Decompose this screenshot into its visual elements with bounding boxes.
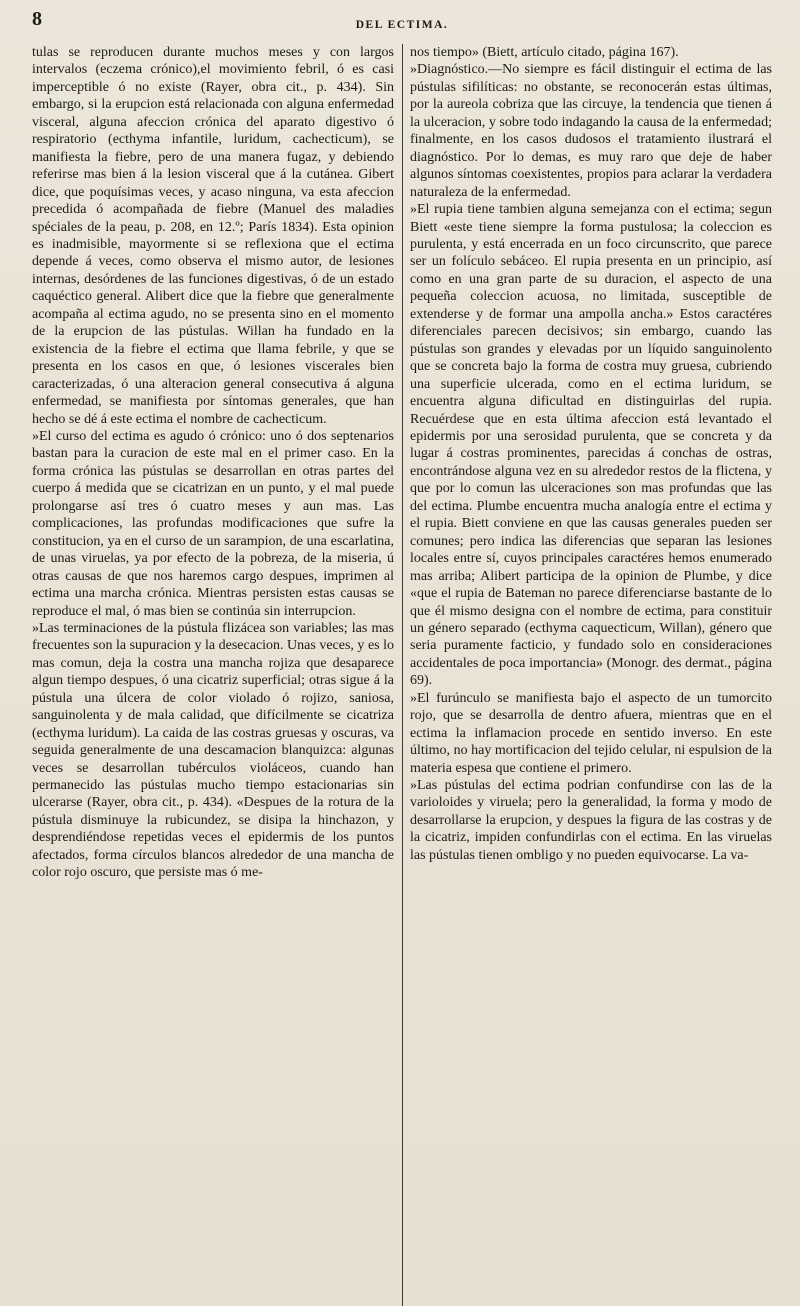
text-columns	[32, 44, 772, 1306]
paragraph: »Las pústulas del ectima podrian confundirse con las de la varioloides y viruela; pero la generalidad, la forma y modo de desarrollarse la erupcion, y despues la figura de las costras y de la cicatriz, impiden confundirlas con el ectima. En las viruelas las pústulas tienen ombligo y no pueden equivocarse. La va-	[410, 778, 772, 863]
column-divider	[402, 44, 403, 1306]
paragraph: »El curso del ectima es agudo ó crónico: uno ó dos septenarios bastan para la curacion de este mal en el primer caso. En la forma crónica las pústulas se desarrollan en otras partes del cuerpo á medida que se cicatrizan en un punto, y el mal puede prolongarse así tres ó cuatro meses y aun mas. Las complicaciones, las profundas modificaciones que sufre la constitucion, ya en el curso de un sarampion, de una escarlatina, de unas viruelas, ya por efecto de la pobreza, de la miseria, ú otras causas de que nos haremos cargo despues, imprimen al ectima una marcha crónica. Mientras persisten estas causas se reproduce el mal, ó mas bien se continúa sin interrupcion.	[32, 428, 394, 619]
page-number: 8	[32, 8, 42, 30]
page-header	[32, 0, 772, 44]
paragraph: »El furúnculo se manifiesta bajo el aspecto de un tumorcito rojo, que se desarrolla de dentro afuera, mientras que en el ectima la inflamacion procede en sentido inverso. En este último, no hay mortificacion del tejido celular, ni espulsion de la materia espesa que contiene el primero.	[410, 690, 772, 776]
running-head: DEL ECTIMA.	[355, 19, 449, 31]
paragraph: »Las terminaciones de la pústula flizácea son variables; las mas frecuentes son la supuracion y la desecacion. Unas veces, y es lo mas comun, deja la costra una mancha rojiza que desaparece algun tiempo despues, ó una cicatriz superficial; otras sigue á la pústula una úlcera de color violado ó rojizo, saniosa, sanguinolenta y de mala calidad, que difícilmente se cicatriza (ecthyma luridum). La caida de las costras gruesas y oscuras, va seguida generalmente de una descamacion blanquizca: algunas veces se desarrollan tubérculos violáceos, cuando han permanecido las pústulas mucho tiempo estacionarias sin ulcerarse (Rayer, obra cit., p. 434). «Despues de la rotura de la pústula disminuye la rubicundez, se disipa la hinchazon, y desprendiéndose repetidas veces el epidermis de los puntos afectados, forma círculos blancos alrededor de una mancha de color rojo oscuro, que persiste mas ó me-	[32, 620, 394, 881]
left-column	[32, 44, 394, 1304]
right-column	[410, 44, 772, 1304]
paragraph: »El rupia tiene tambien alguna semejanza con el ectima; segun Biett «este tiene siempre la forma pustulosa; la coleccion es purulenta, y está encerrada en un foco circunscrito, que parece ser un folículo sebáceo. El rupia presenta en un principio, así como en una gran parte de su duracion, el aspecto de una pequeña coleccion acuosa, no limitada, susceptible de extenderse y de formar una ampolla ancha.» Estos caractéres diferenciales parecen decisivos; sin embargo, cuando las pústulas son grandes y elevadas por un líquido sanguinolento que se concreta bajo la forma de costra muy gruesa, cubriendo una superficie ulcerada, como en el ectima luridum, se encuentra alguna dificultad en distinguirlas del rupia. Recuérdese que en esta última afeccion está levantado el epidermis por una serosidad purulenta, que se concreta y da lugar á costras prominentes, parecidas á conchas de ostras, encontrándose alguna vez en su alrededor restos de la flictena, y que por lo comun las ulceraciones son mas profundas que las del ectima. Plumbe encuentra mucha analogía entre el ectima y el rupia. Biett conviene en que las causas generales pueden ser comunes; pero indica las diferencias que separan las lesiones locales entre sí, cuyos principales caractéres hemos enumerado mas arriba; Alibert participa de la opinion de Plumbe, y dice «que el rupia de Bateman no parece diferenciarse bastante de lo que él mismo designa con el nombre de ectima, para constituir un género separado (ecthyma caquecticum, Willan), género que seria puramente facticio, y fundado solo en consideraciones accidentales de poca importancia» (Monogr. des dermat., página 69).	[410, 202, 772, 689]
paragraph: tulas se reproducen durante muchos meses y con largos intervalos (eczema crónico),el movimiento febril, ó es casi imperceptible ó no existe (Rayer, obra cit., p. 434). Sin embargo, si la erupcion está relacionada con alguna enfermedad visceral, alguna afeccion crónica del aparato digestivo ó respiratorio (ecthyma infantile, luridum, cachecticum), se manifiesta la fiebre, pero de una manera fugaz, y debiendo referirse mas bien á la lesion visceral que á la cutánea. Gibert dice, que poquísimas veces, y acaso ninguna, va esta afeccion precedida ó acompañada de fiebre (Manuel des maladies spéciales de la peau, p. 208, en 12.º; París 1834). Esta opinion es inadmisible, mayormente si se reflexiona que el ectima depende á veces, como observa el mismo autor, de lesiones internas, desórdenes de las funciones digestivas, ó de un estado caquéctico general. Alibert dice que la fiebre que generalmente acompaña al ectima agudo, no se presenta sino en el momento de la erupcion de las pústulas. Willan ha fundado en la existencia de la fiebre el ectima que llama febrile, y que se presenta en los casos en que, ó lesiones viscerales bien caracterizadas, ó una alteracion general consecutiva á alguna enfermedad, se manifiesta por síntomas generales, que han hecho se dé á este ectima el nombre de cachecticum.	[32, 45, 394, 427]
paragraph: nos tiempo» (Biett, artículo citado, página 167).	[410, 45, 679, 60]
paragraph: »Diagnóstico.—No siempre es fácil distinguir el ectima de las pústulas sifilíticas: no obstante, se reconocerán estas últimas, por la aureola cobriza que las circuye, la tendencia que tienen á la ulceracion, y sobre todo indagando la causa de la enfermedad; finalmente, en los casos dudosos el tratamiento ilustrará el diagnóstico. Por lo demas, es muy raro que deje de haber algunos síntomas coexistentes, propios para aclarar la verdadera naturaleza de la enfermedad.	[410, 62, 772, 200]
